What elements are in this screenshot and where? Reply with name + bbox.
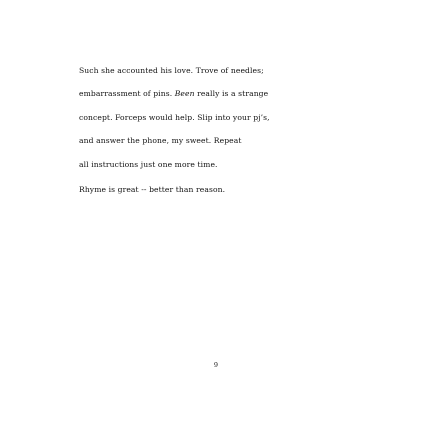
page-number: 9 xyxy=(213,361,219,369)
text-line-2 xyxy=(79,89,379,98)
text-line-6-content: Rhyme is great -- better than reason. xyxy=(79,184,226,194)
text-line-3-content: concept. Forceps would help. Slip into your pj’s, xyxy=(79,112,270,122)
text-line-5-content: all instructions just one more time. xyxy=(79,159,218,169)
text-line-3 xyxy=(79,113,379,122)
text-line-1 xyxy=(79,66,379,75)
text-line-4-content: and answer the phone, my sweet. Repeat xyxy=(79,136,242,146)
text-line-4 xyxy=(79,136,379,145)
text-line-2-start: embarrassment of pins. xyxy=(79,89,175,99)
poem-body xyxy=(79,66,379,194)
text-line-6 xyxy=(79,185,379,194)
text-line-5 xyxy=(79,160,379,169)
text-line-1-content: Such she accounted his love. Trove of needles; xyxy=(79,66,264,75)
text-line-2-italic-word: Been xyxy=(174,89,195,99)
text-line-2-end: really is a strange xyxy=(194,89,269,99)
